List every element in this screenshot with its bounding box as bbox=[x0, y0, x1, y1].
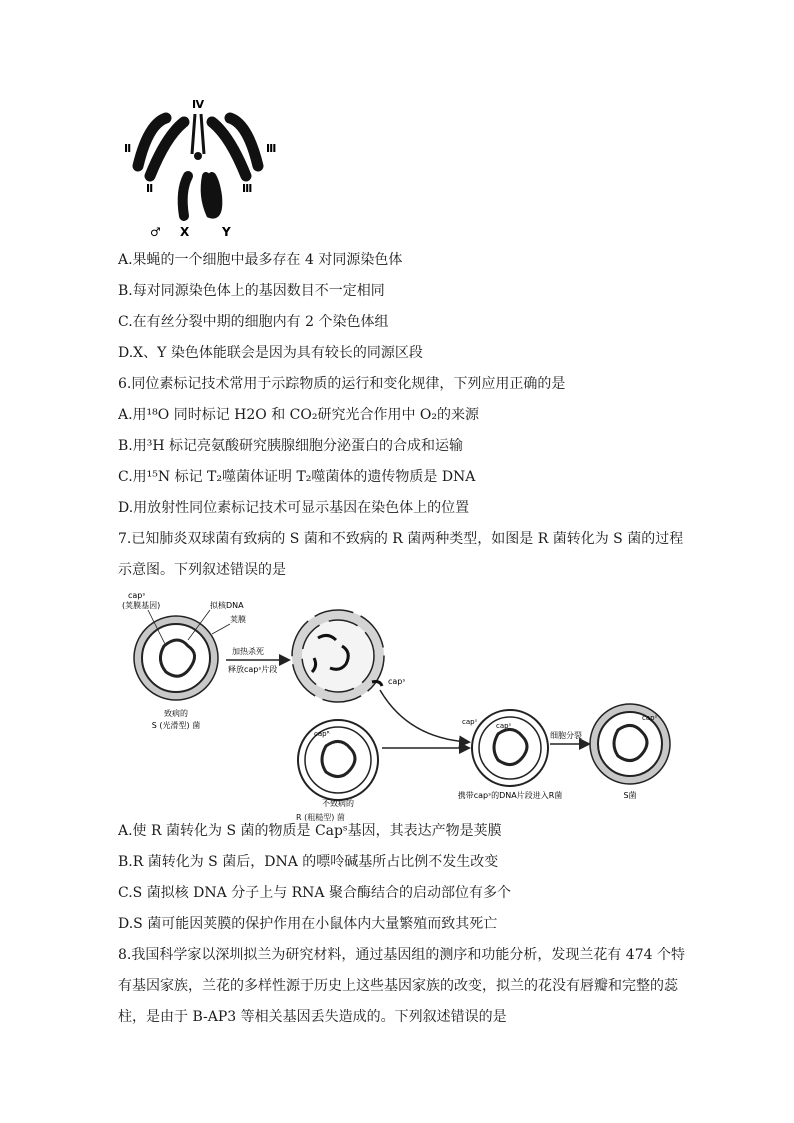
q6-option-a: A.用¹⁸O 同时标记 H2O 和 CO₂研究光合作用中 O₂的来源 bbox=[118, 407, 479, 423]
label-y: Y bbox=[222, 225, 231, 239]
r-label-2: R (粗糙型) 菌 bbox=[296, 813, 345, 822]
q5-option-b: B.每对同源染色体上的基因数目不一定相同 bbox=[118, 283, 385, 299]
s-cap-top: capˢ bbox=[128, 591, 146, 600]
q7-option-b: B.R 菌转化为 S 菌后，DNA 的嘌呤碱基所占比例不发生改变 bbox=[118, 854, 499, 870]
chromosome-x bbox=[183, 176, 188, 216]
enter-cap: capˢ bbox=[462, 718, 478, 726]
enter-cap-2: capˢ bbox=[496, 722, 512, 730]
fragment-label: capˢ bbox=[388, 677, 406, 686]
q5-option-d: D.X、Y 染色体能联会是因为具有较长的同源区段 bbox=[118, 345, 423, 361]
transformation-diagram bbox=[118, 588, 678, 810]
q8-line3: 柱，是由于 B-AP3 等相关基因丢失造成的。下列叙述错误的是 bbox=[118, 1009, 507, 1025]
q7-option-c: C.S 菌拟核 DNA 分子上与 RNA 聚合酶结合的启动部位有多个 bbox=[118, 885, 511, 901]
chromosome-figure bbox=[118, 96, 278, 246]
s-cap-gene: (荚膜基因) bbox=[122, 601, 161, 610]
label-iv: Ⅳ bbox=[191, 98, 205, 111]
label-x: X bbox=[180, 225, 190, 239]
final-label: S菌 bbox=[623, 791, 637, 800]
release-label: 释放capˢ片段 bbox=[228, 665, 278, 674]
q6-option-c: C.用¹⁵N 标记 T₂噬菌体证明 T₂噬菌体的遗传物质是 DNA bbox=[118, 469, 476, 485]
fragment-arrow bbox=[380, 690, 468, 742]
s-bacterium bbox=[134, 616, 218, 700]
q8-line2: 有基因家族，兰花的多样性源于历史上这些基因家族的改变，拟兰的花没有唇瓣和完整的蕊 bbox=[118, 978, 678, 994]
q6-option-d: D.用放射性同位素标记技术可显示基因在染色体上的位置 bbox=[118, 500, 470, 516]
q8-line1: 8.我国科学家以深圳拟兰为研究材料，通过基因组的测序和功能分析，发现兰花有 474 个特 bbox=[118, 947, 685, 963]
nucleoid-label: 拟核DNA bbox=[210, 601, 244, 610]
chromosome-y bbox=[205, 176, 219, 215]
r-label-1: 不致病的 bbox=[322, 799, 354, 808]
q7-stem-line2: 示意图。下列叙述错误的是 bbox=[118, 562, 286, 578]
q6-stem: 6.同位素标记技术常用于示踪物质的运行和变化规律，下列应用正确的是 bbox=[118, 376, 566, 392]
enter-label: 携带capˢ的DNA片段进入R菌 bbox=[457, 791, 563, 800]
label-male: ♂ bbox=[150, 225, 161, 239]
division-label: 细胞分裂 bbox=[550, 731, 582, 740]
label-ii-lower: Ⅱ bbox=[146, 182, 154, 195]
label-iii-upper: Ⅲ bbox=[266, 142, 277, 155]
chromosome-iv-right bbox=[201, 114, 204, 154]
label-ii-upper: Ⅱ bbox=[124, 142, 132, 155]
q5-option-c: C.在有丝分裂中期的细胞内有 2 个染色体组 bbox=[118, 314, 389, 330]
s-label-2: S (光滑型) 菌 bbox=[151, 721, 201, 730]
capsule-label: 荚膜 bbox=[230, 615, 246, 624]
q6-option-b: B.用³H 标记亮氨酸研究胰腺细胞分泌蛋白的合成和运输 bbox=[118, 438, 464, 454]
s-label-1: 致病的 bbox=[164, 709, 188, 718]
r-bacterium bbox=[298, 720, 378, 800]
q7-option-d: D.S 菌可能因荚膜的保护作用在小鼠体内大量繁殖而致其死亡 bbox=[118, 916, 498, 932]
q7-option-a: A.使 R 菌转化为 S 菌的物质是 Capˢ基因，其表达产物是荚膜 bbox=[118, 823, 502, 839]
label-iii-lower: Ⅲ bbox=[242, 182, 253, 195]
final-cap: capˢ bbox=[642, 714, 658, 722]
q5-option-a: A.果蝇的一个细胞中最多存在 4 对同源染色体 bbox=[118, 252, 403, 268]
r-cap-label: capᴿ bbox=[314, 730, 330, 738]
q7-stem-line1: 7.已知肺炎双球菌有致病的 S 菌和不致病的 R 菌两种类型，如图是 R 菌转化为 S 菌的过程 bbox=[118, 531, 684, 547]
broken-cell bbox=[292, 610, 384, 702]
heat-label: 加热杀死 bbox=[232, 647, 264, 656]
final-s-cell bbox=[590, 704, 670, 784]
chromosome-iv-left bbox=[192, 114, 195, 154]
